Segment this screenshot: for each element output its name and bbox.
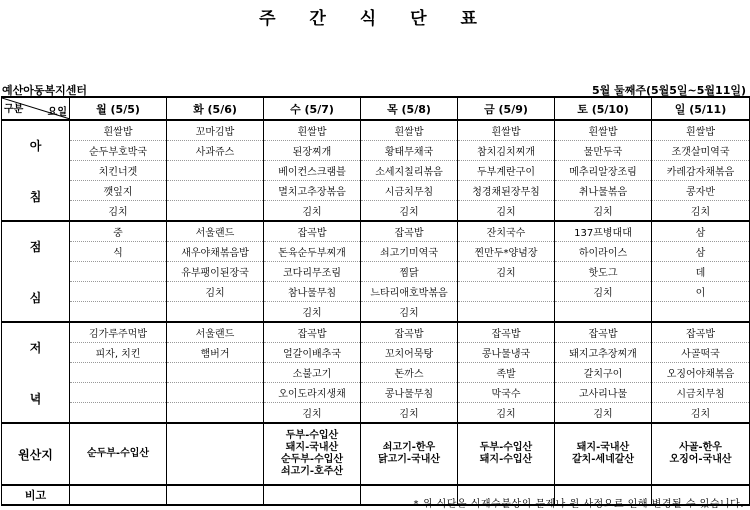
origin-line: 두부-수입산 [479, 442, 533, 453]
menu-item: 카레감자채볶음 [652, 161, 750, 181]
origin-cell [70, 423, 167, 485]
menu-item: 김치 [264, 201, 361, 222]
lunch-row [2, 242, 750, 262]
note-cell [167, 485, 264, 505]
menu-item: 김치 [555, 201, 652, 222]
menu-item: 김치 [361, 201, 458, 222]
origin-line: 돼지-국내산 [576, 442, 630, 453]
day-header: 월 (5/5) [70, 97, 167, 120]
menu-item: 콩나물무침 [361, 383, 458, 403]
origin-label: 원산지 [2, 423, 70, 485]
origin-line: 갈치-세네갈산 [571, 454, 635, 465]
menu-item: 족발 [458, 363, 555, 383]
dinner-row [2, 343, 750, 363]
breakfast-row [2, 161, 750, 181]
menu-item: 피자, 치킨 [70, 343, 167, 363]
origin-line: 사골-한우 [679, 442, 722, 453]
dinner-row [2, 403, 750, 424]
menu-item: 김치 [361, 403, 458, 424]
menu-item: 느타리애호박볶음 [361, 282, 458, 302]
menu-item [70, 403, 167, 424]
menu-item: 갈치구이 [555, 363, 652, 383]
menu-item: 새우야채볶음밥 [167, 242, 264, 262]
menu-item: 김치 [652, 201, 750, 222]
menu-item: 삼 [652, 242, 750, 262]
category-char: 심 [29, 290, 42, 305]
breakfast-row [2, 181, 750, 201]
menu-item: 황태무채국 [361, 141, 458, 161]
category-char: 침 [29, 189, 42, 204]
menu-item: 서울랜드 [167, 322, 264, 343]
origin-line: 쇠고기-한우 [382, 442, 436, 453]
menu-item [555, 302, 652, 323]
menu-item: 김치 [264, 302, 361, 323]
menu-item: 잡곡밥 [652, 322, 750, 343]
menu-item: 멸치고추장볶음 [264, 181, 361, 201]
header-row [2, 97, 750, 120]
category-char: 녁 [29, 391, 42, 406]
menu-item: 하이라이스 [555, 242, 652, 262]
category-char: 저 [29, 340, 42, 355]
menu-item: 중 [70, 221, 167, 242]
menu-item [652, 302, 750, 323]
origin-cell [167, 423, 264, 485]
note-cell [264, 485, 361, 505]
menu-item [167, 403, 264, 424]
menu-item: 김치 [652, 403, 750, 424]
menu-item: 잡곡밥 [458, 322, 555, 343]
origin-row [2, 423, 750, 485]
menu-item: 얼갈이배추국 [264, 343, 361, 363]
menu-item: 코다리무조림 [264, 262, 361, 282]
menu-item: 순두부호박국 [70, 141, 167, 161]
menu-item: 콩나물냉국 [458, 343, 555, 363]
origin-line: 두부-수입산 [285, 430, 339, 441]
menu-item [70, 262, 167, 282]
menu-item [167, 383, 264, 403]
menu-item [458, 302, 555, 323]
menu-item [167, 363, 264, 383]
origin-cell [652, 423, 750, 485]
week-period: 5월 둘째주(5월5일~5월11일) [591, 84, 746, 97]
dinner-row [2, 363, 750, 383]
day-header: 수 (5/7) [264, 97, 361, 120]
menu-item: 흰쌀밥 [458, 120, 555, 141]
menu-item: 김치 [167, 282, 264, 302]
menu-item: 흰쌀밥 [264, 120, 361, 141]
origin-line: 닭고기-국내산 [377, 454, 441, 465]
menu-item [70, 282, 167, 302]
menu-item: 김치 [555, 403, 652, 424]
menu-item: 쇠고기미역국 [361, 242, 458, 262]
menu-item: 오징어야채볶음 [652, 363, 750, 383]
menu-item: 흰쌀밥 [70, 120, 167, 141]
menu-item: 돼지고추장찌개 [555, 343, 652, 363]
day-header: 화 (5/6) [167, 97, 264, 120]
origin-cell [264, 423, 361, 485]
dinner-row [2, 322, 750, 343]
menu-item: 햄버거 [167, 343, 264, 363]
menu-item: 찐만두*양념장 [458, 242, 555, 262]
breakfast-row [2, 141, 750, 161]
menu-item [167, 302, 264, 323]
menu-item: 김치 [264, 403, 361, 424]
lunch-row [2, 262, 750, 282]
menu-item: 찜닭 [361, 262, 458, 282]
menu-item: 취나물볶음 [555, 181, 652, 201]
category-char: 아 [29, 138, 42, 153]
menu-item: 조갯살미역국 [652, 141, 750, 161]
origin-line: 순두부-수입산 [280, 454, 344, 465]
note-cell [70, 485, 167, 505]
origin-line: 쇠고기-호주산 [280, 466, 344, 477]
menu-item: 꼬마김밥 [167, 120, 264, 141]
origin-cell [361, 423, 458, 485]
menu-item: 소불고기 [264, 363, 361, 383]
day-header: 토 (5/10) [555, 97, 652, 120]
menu-item: 사골떡국 [652, 343, 750, 363]
menu-item: 잔치국수 [458, 221, 555, 242]
menu-item: 삼 [652, 221, 750, 242]
menu-item: 물만두국 [555, 141, 652, 161]
menu-item: 김치 [458, 201, 555, 222]
menu-item [70, 302, 167, 323]
note-label: 비고 [2, 485, 70, 505]
menu-item: 김치 [458, 403, 555, 424]
origin-line: 오징어-국내산 [669, 454, 732, 465]
weekly-menu-table [1, 96, 750, 506]
lunch-row [2, 221, 750, 242]
menu-item: 치킨너겟 [70, 161, 167, 181]
origin-cell [555, 423, 652, 485]
dinner-category-label [2, 322, 70, 423]
menu-item: 흰쌀밥 [361, 120, 458, 141]
menu-item: 콩자반 [652, 181, 750, 201]
menu-item: 메추리알장조림 [555, 161, 652, 181]
menu-item: 잡곡밥 [264, 221, 361, 242]
menu-item: 소세지칠리볶음 [361, 161, 458, 181]
menu-item: 사과쥬스 [167, 141, 264, 161]
menu-item [167, 181, 264, 201]
corner-label-right: 요일 [47, 107, 67, 118]
menu-item: 김치 [555, 282, 652, 302]
menu-item: 시금치무침 [652, 383, 750, 403]
menu-item: 서울랜드 [167, 221, 264, 242]
category-char: 점 [29, 239, 42, 254]
menu-item [167, 201, 264, 222]
corner-header [2, 97, 70, 120]
menu-item: 이 [652, 282, 750, 302]
menu-item: 된장찌개 [264, 141, 361, 161]
breakfast-row [2, 120, 750, 141]
menu-item: 막국수 [458, 383, 555, 403]
menu-item: 흰쌀밥 [555, 120, 652, 141]
dinner-row [2, 383, 750, 403]
menu-item: 김치 [361, 302, 458, 323]
menu-item: 137프병대대 [555, 221, 652, 242]
day-header: 일 (5/11) [652, 97, 750, 120]
menu-item: 돈육순두부찌개 [264, 242, 361, 262]
page-title: 주 간 식 단 표 [259, 9, 491, 29]
menu-item: 시금치무침 [361, 181, 458, 201]
menu-item: 잡곡밥 [555, 322, 652, 343]
menu-item [70, 363, 167, 383]
menu-item: 돈까스 [361, 363, 458, 383]
menu-item: 잡곡밥 [264, 322, 361, 343]
day-header: 금 (5/9) [458, 97, 555, 120]
menu-item: 베이컨스크램블 [264, 161, 361, 181]
footer-note: * 위 식단은 식재수불상의 문제나 원 사정으로 인해 변경될 수 있습니다. [413, 499, 744, 510]
origin-cell [458, 423, 555, 485]
menu-item: 오이도라지생채 [264, 383, 361, 403]
day-header: 목 (5/8) [361, 97, 458, 120]
origin-line: 돼지-국내산 [285, 442, 339, 453]
menu-item: 흰쌀밥 [652, 120, 750, 141]
menu-item: 김가루주먹밥 [70, 322, 167, 343]
menu-item [167, 161, 264, 181]
lunch-row [2, 282, 750, 302]
menu-item [70, 383, 167, 403]
breakfast-row [2, 201, 750, 222]
menu-item: 고사리나물 [555, 383, 652, 403]
menu-item: 식 [70, 242, 167, 262]
menu-item: 핫도그 [555, 262, 652, 282]
origin-line: 순두부-수입산 [86, 448, 150, 459]
menu-item: 참치김치찌개 [458, 141, 555, 161]
menu-item: 잡곡밥 [361, 221, 458, 242]
lunch-category-label [2, 221, 70, 322]
menu-item: 두부계란구이 [458, 161, 555, 181]
menu-item: 김치 [70, 201, 167, 222]
breakfast-category-label [2, 120, 70, 221]
corner-label-left: 구분 [4, 104, 24, 115]
menu-item: 유부팽이된장국 [167, 262, 264, 282]
menu-item [458, 282, 555, 302]
center-name: 예산아동복지센터 [2, 84, 88, 97]
origin-line: 돼지-수입산 [479, 454, 533, 465]
lunch-row [2, 302, 750, 323]
menu-item: 깻잎지 [70, 181, 167, 201]
menu-item: 꼬치어묵탕 [361, 343, 458, 363]
menu-item: 참나물무침 [264, 282, 361, 302]
menu-item: 청경채된장무침 [458, 181, 555, 201]
menu-item: 김치 [458, 262, 555, 282]
menu-item: 잡곡밥 [361, 322, 458, 343]
menu-item: 데 [652, 262, 750, 282]
